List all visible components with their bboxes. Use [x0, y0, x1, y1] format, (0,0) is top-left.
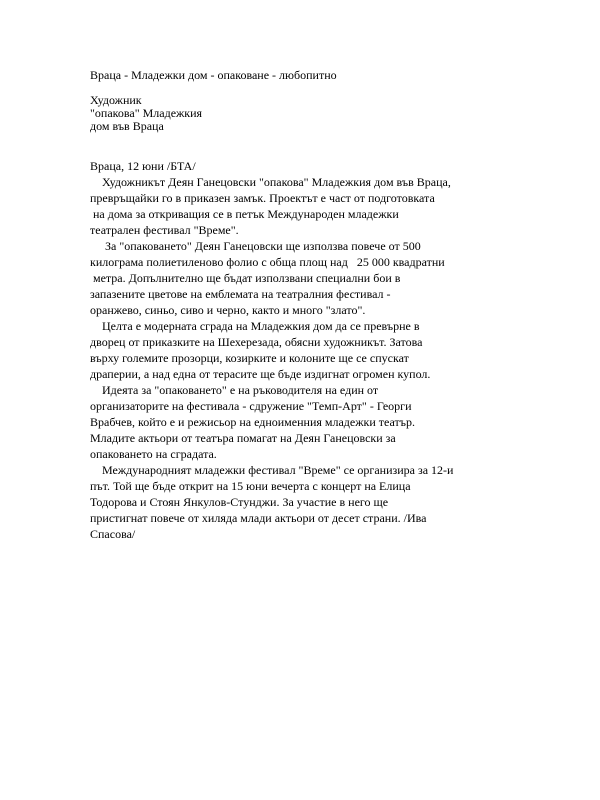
paragraph-4-line: организаторите на фестивала - сдружение "Темп-Арт" - Георги — [90, 399, 412, 413]
paragraph-2-line: запазените цветове на емблемата на театралния фестивал - — [90, 287, 391, 301]
paragraph-2-line: За "опаковането" Деян Ганецовски ще използва повече от 500 — [90, 239, 421, 253]
paragraph-4-line: Младите актьори от театъра помагат на Деян Ганецовски за — [90, 431, 396, 445]
photo-caption — [90, 94, 202, 133]
paragraph-3-line: дворец от приказките на Шехерезада, обясни художникът. Затова — [90, 335, 423, 349]
paragraph-4-line: опаковането на сградата. — [90, 447, 217, 461]
paragraph-5-line: пристигнат повече от хиляда млади актьори от десет страни. /Ива — [90, 511, 427, 525]
paragraph-5-line: Тодорова и Стоян Янкулов-Стунджи. За участие в него ще — [90, 495, 389, 509]
paragraph-2-line: оранжево, синьо, сиво и черно, както и много "злато". — [90, 303, 366, 317]
caption-line: "опакова" Младежкия — [90, 106, 203, 120]
paragraph-1-line: на дома за откриващия се в петък Международен младежки — [90, 207, 399, 221]
paragraph-2-line: метра. Допълнително ще бъдат използвани специални бои в — [90, 271, 401, 285]
paragraph-4-line: Врабчев, който е и режисьор на едноименния младежки театър. — [90, 415, 415, 429]
caption-line: Художник — [90, 93, 142, 107]
paragraph-1-line: Художникът Деян Ганецовски "опакова" Младежкия дом във Враца, — [90, 175, 451, 189]
paragraph-3-line: Целта е модерната сграда на Младежкия дом да се превърне в — [90, 319, 420, 333]
caption-line: дом във Враца — [90, 119, 164, 133]
article-dateline: Враца, 12 юни /БТА/ — [90, 159, 196, 173]
article-body — [90, 158, 550, 542]
paragraph-2-line: килограма полиетиленово фолио с обща площ над 25 000 квадратни — [90, 255, 445, 269]
paragraph-1-line: превръщайки го в приказен замък. Проектът е част от подготовката — [90, 191, 435, 205]
paragraph-5-line: Международният младежки фестивал "Време" се организира за 12-и — [90, 463, 454, 477]
paragraph-4-line: Идеята за "опаковането" е на ръководителя на един от — [90, 383, 379, 397]
paragraph-5-line: път. Той ще бъде открит на 15 юни вечерта с концерт на Елица — [90, 479, 411, 493]
paragraph-1-line: театрален фестивал "Време". — [90, 223, 239, 237]
paragraph-5-line: Спасова/ — [90, 527, 136, 541]
document-title: Враца - Младежки дом - опаковане - любопитно — [90, 68, 337, 82]
paragraph-3-line: драперии, а над една от терасите ще бъде издигнат огромен купол. — [90, 367, 431, 381]
paragraph-3-line: върху големите прозорци, козирките и колоните ще се спускат — [90, 351, 409, 365]
